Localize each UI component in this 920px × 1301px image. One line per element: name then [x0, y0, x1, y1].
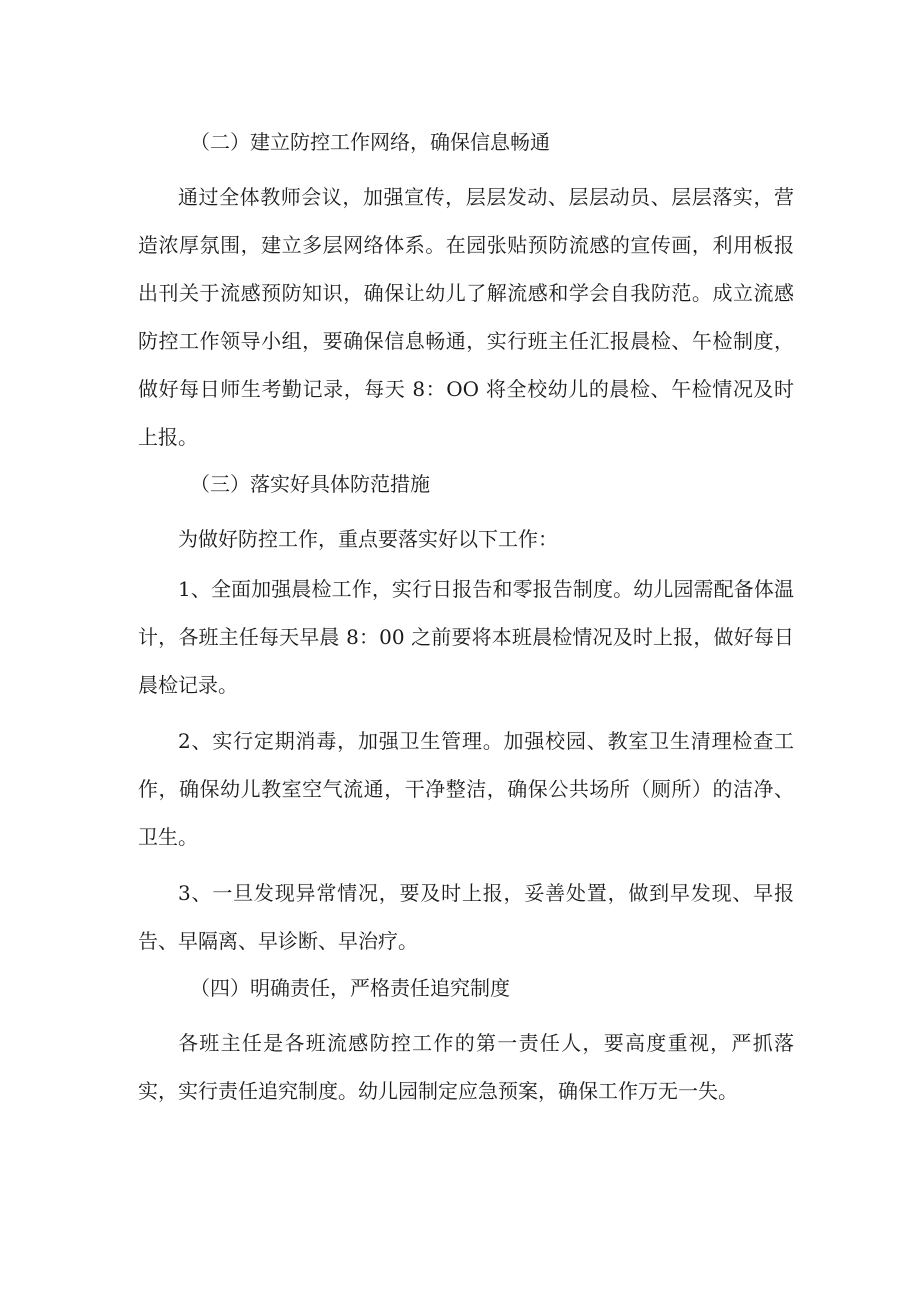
- section-3-paragraph-intro: 为做好防控工作，重点要落实好以下工作：: [178, 527, 558, 551]
- section-3-item-3: 3、一旦发现异常情况，要及时上报，妥善处置，做到早发现、早报告、早隔离、早诊断、早治疗。: [138, 881, 794, 953]
- section-heading-3: （三）落实好具体防范措施: [190, 472, 430, 496]
- section-heading-2: （二）建立防控工作网络，确保信息畅通: [190, 130, 550, 154]
- document-body: [138, 127, 794, 1123]
- section-heading-4: （四）明确责任，严格责任追究制度: [190, 976, 510, 1000]
- section-3-item-1: 1、全面加强晨检工作，实行日报告和零报告制度。幼儿园需配备体温计，各班主任每天早晨 8：00 之前要将本班晨检情况及时上报，做好每日晨检记录。: [138, 577, 794, 697]
- section-2-paragraph-1: 通过全体教师会议，加强宣传，层层发动、层层动员、层层落实，营造浓厚氛围，建立多层网络体系。在园张贴预防流感的宣传画，利用板报出刊关于流感预防知识，确保让幼儿了解流感和学会自我防范。成立流感防控工作领导小组，要确保信息畅通，实行班主任汇报晨检、午检制度，做好每日师生考勤记录，每天 8：OO 将全校幼儿的晨检、午检情况及时上报。: [138, 185, 794, 449]
- section-4-paragraph-1: 各班主任是各班流感防控工作的第一责任人，要高度重视，严抓落实，实行责任追究制度。幼儿园制定应急预案，确保工作万无一失。: [138, 1031, 794, 1103]
- section-3-item-2: 2、实行定期消毒，加强卫生管理。加强校园、教室卫生清理检查工作，确保幼儿教室空气流通，干净整洁，确保公共场所（厕所）的洁净、卫生。: [138, 729, 794, 849]
